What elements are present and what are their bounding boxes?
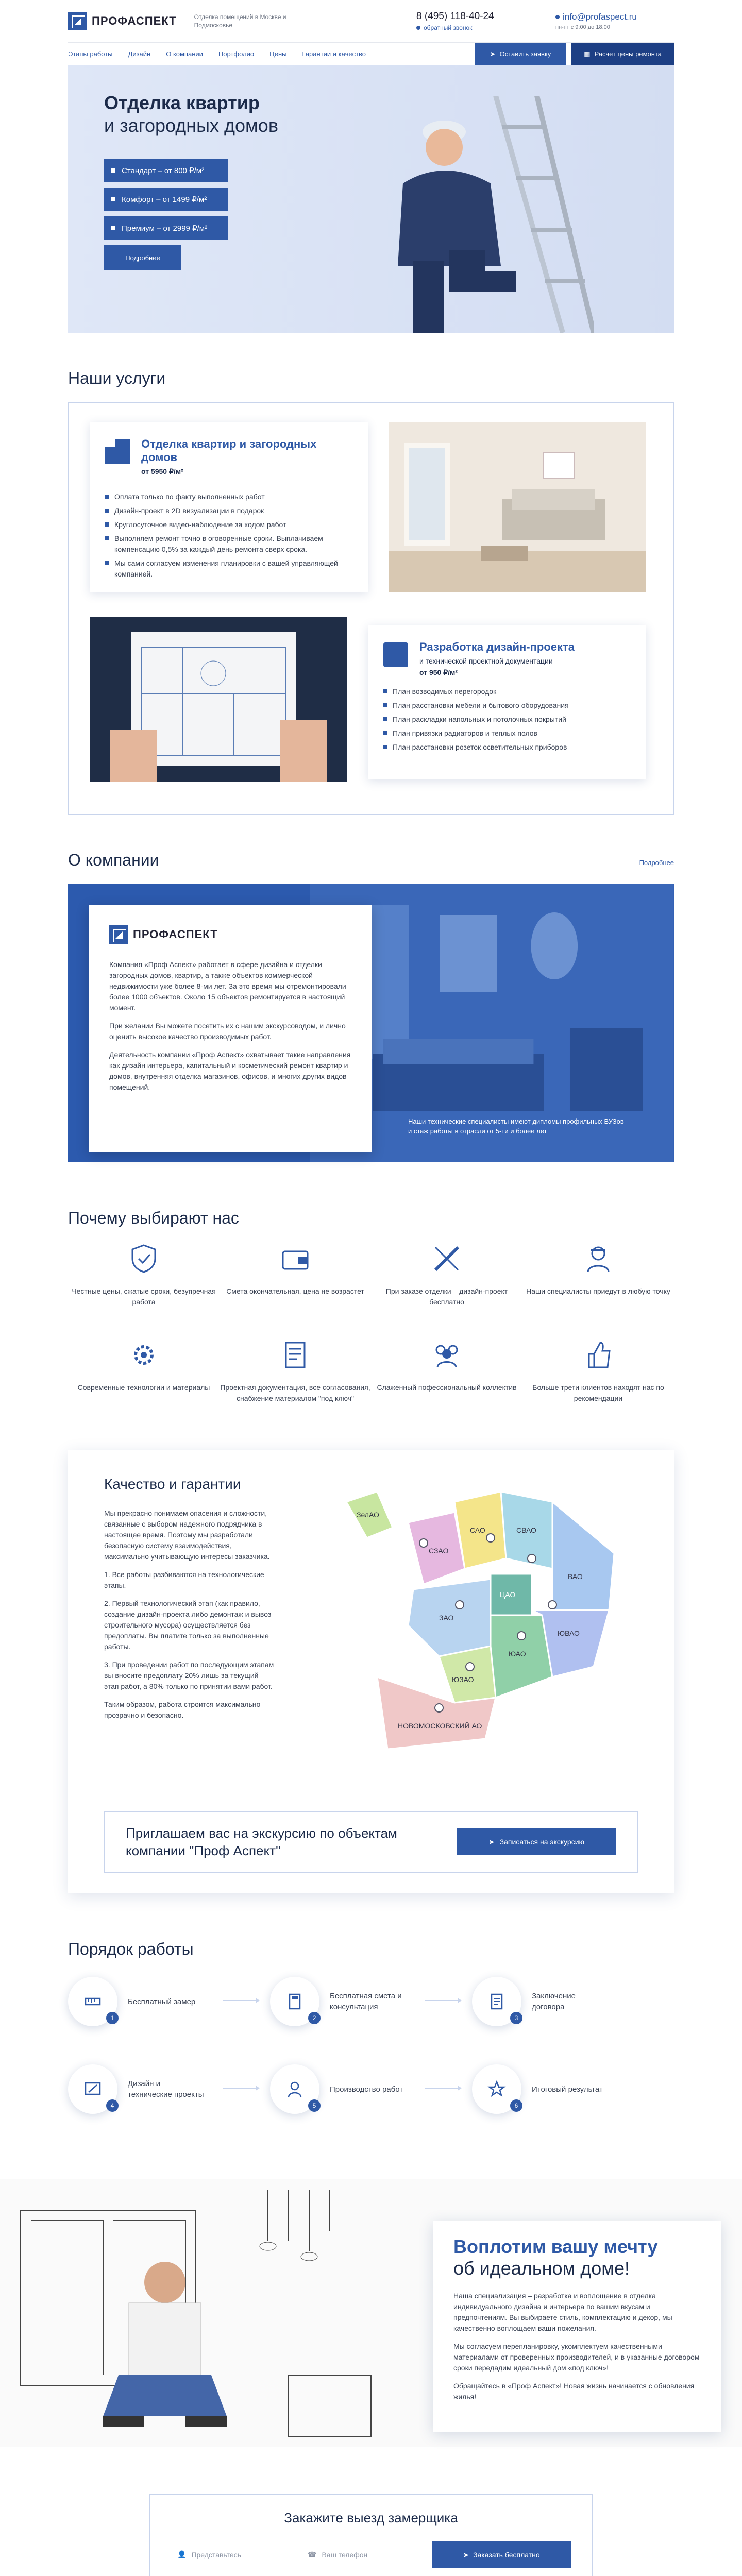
quality-paragraph: 3. При проведении работ по последующим этапам вы вносите предоплату 20% лишь за текущий этап работ, а 80% только по принятии вами работ. [104, 1660, 274, 1690]
hero-price-list [104, 159, 228, 245]
why-item [371, 1338, 522, 1404]
order-button-label: Заказать бесплатно [473, 2551, 540, 2559]
map-pin-icon[interactable] [419, 1539, 428, 1547]
about-more-link[interactable]: Подробнее [639, 859, 674, 867]
arrow-right-icon [425, 2000, 461, 2001]
step-text: Производство работ [330, 2084, 403, 2094]
phone-placeholder: Ваш телефон [322, 2550, 368, 2559]
map-pin-icon[interactable] [466, 1663, 474, 1671]
why-item [68, 1242, 220, 1308]
why-text: Смета окончательная, цена не возрастет [226, 1287, 364, 1295]
phone-input[interactable] [301, 2541, 419, 2568]
why-item [220, 1338, 371, 1404]
list-item: Оплата только по факту выполненных работ [105, 492, 352, 502]
list-item: Дизайн-проект в 2D визуализации в подарок [105, 505, 352, 516]
about-paragraph: Деятельность компании «Проф Аспект» охватывает такие направления как дизайн интерьера, капитальный и косметический ремонт квартир и домов, внутренняя отделка магазинов, офисов, и многих других видов помещений. [109, 1050, 351, 1091]
why-heading: Почему выбирают нас [68, 1209, 239, 1227]
why-item [220, 1242, 371, 1308]
excursion-banner [104, 1811, 638, 1873]
list-item: Мы сами согласуем изменения планировки с вашей управляющей компанией. [105, 558, 352, 580]
about-card [89, 905, 372, 1152]
step-item [472, 2061, 674, 2117]
hero-banner [68, 65, 674, 333]
nav-item-prices[interactable]: Цены [269, 50, 287, 58]
map-pin-icon[interactable] [528, 1554, 536, 1563]
why-item [522, 1242, 674, 1308]
quality-text [104, 1508, 274, 1721]
district-label: НОВОМОСКОВСКИЙ АО [398, 1722, 482, 1730]
why-item [522, 1338, 674, 1404]
district-vao[interactable] [552, 1502, 614, 1610]
list-item: План расстановки мебели и бытового оборудования [383, 700, 631, 711]
contract-icon [472, 1977, 521, 2026]
bullet-icon [111, 226, 115, 230]
about-logo [109, 925, 351, 944]
list-item: План расстановки розеток осветительных приборов [383, 742, 631, 753]
hero-more-button[interactable]: Подробнее [104, 245, 181, 270]
arrow-right-icon [223, 2088, 259, 2089]
about-heading: О компании [68, 851, 159, 869]
district-label: ЮАО [509, 1650, 526, 1658]
hero-price-item [104, 188, 228, 211]
order-submit-button[interactable] [432, 2541, 571, 2568]
phone-icon: ☎ [308, 2550, 317, 2558]
calc-price-button[interactable] [571, 43, 674, 65]
district-label: ЮВАО [558, 1629, 580, 1637]
logo-icon [68, 12, 87, 30]
step-number: 6 [510, 2099, 522, 2112]
email-label: info@profaspect.ru [563, 12, 637, 22]
worker-with-ladder-image [367, 96, 594, 333]
steps-grid [68, 1973, 674, 2117]
header-hours: пн-пт с 9:00 до 18:00 [555, 24, 610, 30]
nav-item-stages[interactable]: Этапы работы [68, 50, 113, 58]
list-item: План возводимых перегородок [383, 686, 631, 697]
user-icon: 👤 [177, 2550, 187, 2558]
map-pin-icon[interactable] [435, 1704, 443, 1712]
price-text: Комфорт – от 1499 ₽/м² [122, 195, 207, 204]
living-room-photo [389, 422, 646, 592]
header-mail-block [555, 12, 674, 30]
nav-item-portfolio[interactable]: Портфолио [218, 50, 255, 58]
about-note: Наши технические специалисты имеют дипломы профильных ВУЗов и стаж работы в отрасли от 5-ти и более лет [408, 1111, 625, 1136]
arrow-right-icon [223, 2000, 259, 2001]
service-card-finishing [90, 422, 368, 592]
step-number: 1 [106, 2012, 119, 2024]
district-label: ЦАО [500, 1590, 516, 1599]
request-button[interactable] [475, 43, 567, 65]
step-text: Бесплатный замер [128, 1997, 196, 2006]
ruler-pencil-icon [430, 1242, 463, 1275]
step-number: 5 [308, 2099, 321, 2112]
about-paragraph: При желании Вы можете посетить их с нашим экскурсоводом, и лично оценить высокое качество производимых работ. [109, 1022, 346, 1041]
why-text: Слаженный пофессиональный коллектив [377, 1383, 517, 1392]
logo-text: ПРОФАСПЕКТ [92, 14, 177, 27]
step-item [472, 1973, 674, 2030]
document-icon [279, 1338, 312, 1371]
excursion-text: Приглашаем вас на экскурсию по объектам компании "Проф Аспект" [126, 1825, 397, 1858]
worker-icon [582, 1242, 615, 1275]
phone-icon [416, 26, 420, 30]
district-label: СЗАО [429, 1547, 449, 1555]
step-text: Дизайн и технические проекты [128, 2079, 204, 2099]
hero-title-line2: и загородных домов [104, 115, 278, 136]
dream-subtitle: об идеальном доме! [453, 2258, 630, 2279]
step-item [68, 1973, 270, 2030]
why-text: Наши специалисты приедут в любую точку [526, 1287, 670, 1295]
design-blueprint-photo [90, 617, 347, 782]
hero-price-item [104, 216, 228, 240]
map-pin-icon[interactable] [548, 1601, 556, 1609]
ruler-icon [68, 1977, 117, 2026]
building-icon [105, 439, 130, 464]
name-input[interactable] [171, 2541, 289, 2568]
header [68, 0, 674, 2117]
result-icon [472, 2064, 521, 2114]
hero-price-item [104, 159, 228, 182]
map-pin-icon[interactable] [456, 1601, 464, 1609]
nav-item-design[interactable]: Дизайн [128, 50, 151, 58]
request-label: Оставить заявку [499, 50, 551, 58]
excursion-button-label: Записаться на экскурсию [499, 1838, 585, 1846]
step-text: Итоговый результат [532, 2084, 603, 2094]
send-icon: ➤ [488, 1837, 495, 1846]
quality-paragraph: Таким образом, работа строится максимально прозрачно и безопасно. [104, 1700, 261, 1719]
arrow-right-icon [425, 2088, 461, 2089]
order-form [149, 2494, 593, 2576]
list-item: Круглосуточное видео-наблюдение за ходом работ [105, 519, 352, 530]
services-heading: Наши услуги [68, 369, 166, 387]
price-text: Премиум – от 2999 ₽/м² [122, 224, 208, 233]
moscow-districts-map [336, 1481, 625, 1770]
dream-paragraph: Мы согласуем перепланировку, укомплектуем качественными материалами от проверенных производителей, и в указанные договором сроки передадим идеальный дом «под ключ»! [453, 2342, 700, 2372]
name-placeholder: Представьтесь [191, 2550, 241, 2559]
why-text: Честные цены, сжатые сроки, безупречная работа [72, 1287, 216, 1306]
list-item: План привязки радиаторов и теплых полов [383, 728, 631, 739]
service-card-design [368, 625, 646, 779]
bullet-icon [111, 168, 115, 173]
step-item [68, 2061, 270, 2117]
wallet-icon [279, 1242, 312, 1275]
step-item [270, 1973, 472, 2030]
step-number: 2 [308, 2012, 321, 2024]
step-number: 4 [106, 2099, 119, 2112]
about-paragraph: Компания «Проф Аспект» работает в сфере дизайна и отделки загородных домов, квартир, а также объектов коммерческой недвижимости уже более 8-ми лет. За это время мы отремонтировали более 1000 объектов. Около 15 объектов ремонтируется в настоящий момент. [109, 960, 346, 1012]
district-label: ЮЗАО [452, 1675, 474, 1684]
price-text: Стандарт – от 800 ₽/м² [122, 166, 205, 175]
send-icon: ➤ [490, 49, 496, 58]
step-text: Бесплатная смета и консультация [330, 1992, 402, 2011]
hero-title [104, 92, 278, 137]
map-pin-icon[interactable] [486, 1534, 495, 1542]
service-title: Разработка дизайн-проекта [419, 640, 575, 653]
mail-icon [555, 15, 560, 19]
calculator-icon [270, 1977, 319, 2026]
main-nav [68, 42, 674, 65]
calc-label: Расчет цены ремонта [594, 50, 662, 58]
gear-icon [127, 1338, 160, 1371]
price-value: от 5950 ₽/м² [141, 467, 183, 476]
design-icon [383, 642, 408, 667]
quality-paragraph: 2. Первый технологический этап (как правило, создание дизайн-проекта либо демонтаж и вывоз строительного мусора) осуществляется без предоплаты. Вы платите только за выполненные работы. [104, 1599, 272, 1651]
dream-paragraph: Наша специализация – разработка и воплощение в отделка индивидуального дизайна и интерьера по вашим вкусам и предпочтениям. Вы выбираете стиль, комплектацию и декор, мы качественно воплощаем ваши пожелания. [453, 2292, 672, 2332]
why-grid [68, 1242, 674, 1404]
dream-section [0, 2179, 742, 2447]
about-block [68, 884, 674, 1162]
logo[interactable] [68, 12, 177, 30]
service-title: Отделка квартир и загородных домов [141, 437, 317, 464]
team-icon [430, 1338, 463, 1371]
district-label: ЗАО [439, 1614, 454, 1622]
district-label: ЗелАО [357, 1511, 379, 1519]
worker-icon [270, 2064, 319, 2114]
price-value: от 950 ₽/м² [419, 668, 458, 676]
logo-text: ПРОФАСПЕКТ [133, 928, 218, 941]
shield-check-icon [127, 1242, 160, 1275]
callback-link[interactable] [416, 24, 555, 31]
send-icon: ➤ [463, 2550, 469, 2559]
dream-paragraph: Обращайтесь в «Проф Аспект»! Новая жизнь начинается с обновления жилья! [453, 2382, 695, 2401]
why-item [371, 1242, 522, 1308]
header-phone-block [416, 11, 555, 31]
quality-heading: Качество и гарантии [104, 1476, 241, 1492]
service-subtitle: и технической проектной документации [419, 657, 553, 665]
district-label: СВАО [516, 1526, 536, 1534]
order-heading: Закажите выезд замерщика [284, 2510, 458, 2526]
excursion-button[interactable] [457, 1828, 616, 1855]
steps-heading: Порядок работы [68, 1940, 194, 1958]
quality-paragraph: 1. Все работы разбиваются на технологические этапы. [104, 1570, 264, 1589]
list-item: Выполняем ремонт точно в оговоренные сроки. Выплачиваем компенсацию 0,5% за каждый день ремонта сверх срока. [105, 533, 352, 555]
callback-label: обратный звонок [424, 24, 473, 31]
why-text: Современные технологии и материалы [77, 1383, 210, 1392]
district-yuzao[interactable] [439, 1646, 496, 1703]
header-email[interactable] [555, 12, 674, 22]
thumbs-up-icon [582, 1338, 615, 1371]
nav-item-guarantees[interactable]: Гарантии и качество [302, 50, 366, 58]
dream-card [433, 2221, 721, 2432]
nav-item-about[interactable]: О компании [166, 50, 203, 58]
header-phone[interactable]: 8 (495) 118-40-24 [416, 11, 494, 22]
design-icon [68, 2064, 117, 2114]
logo-icon [109, 925, 128, 944]
dream-title: Воплотим вашу мечту [453, 2236, 658, 2257]
step-text: Заключение договора [532, 1992, 576, 2011]
map-pin-icon[interactable] [517, 1632, 526, 1640]
why-item [68, 1338, 220, 1404]
services-block [68, 402, 674, 815]
service-price [419, 668, 631, 677]
why-text: Проектная документация, все согласования, снабжение материалом "под ключ" [220, 1383, 370, 1402]
step-number: 3 [510, 2012, 522, 2024]
district-label: САО [470, 1526, 485, 1534]
quality-block [68, 1450, 674, 1893]
why-text: При заказе отделки – дизайн-проект бесплатно [385, 1287, 508, 1306]
quality-paragraph: Мы прекрасно понимаем опасения и сложности, связанные с выбором надежного подрядчика в настоящее время. Поэтому мы разработали безопасную систему взаимодействия, максимально учитывающую интересы заказчика. [104, 1509, 270, 1561]
district-label: ВАО [568, 1572, 583, 1581]
list-item: План раскладки напольных и потолочных покрытий [383, 714, 631, 725]
why-text: Больше трети клиентов находят нас по рекомендации [532, 1383, 664, 1402]
calculator-icon: ▦ [584, 49, 591, 58]
step-item [270, 2061, 472, 2117]
bullet-icon [111, 197, 115, 201]
tagline: Отделка помещений в Москве и Подмосковье [194, 13, 286, 29]
hero-title-line1: Отделка квартир [104, 92, 260, 113]
service-price [141, 467, 352, 476]
